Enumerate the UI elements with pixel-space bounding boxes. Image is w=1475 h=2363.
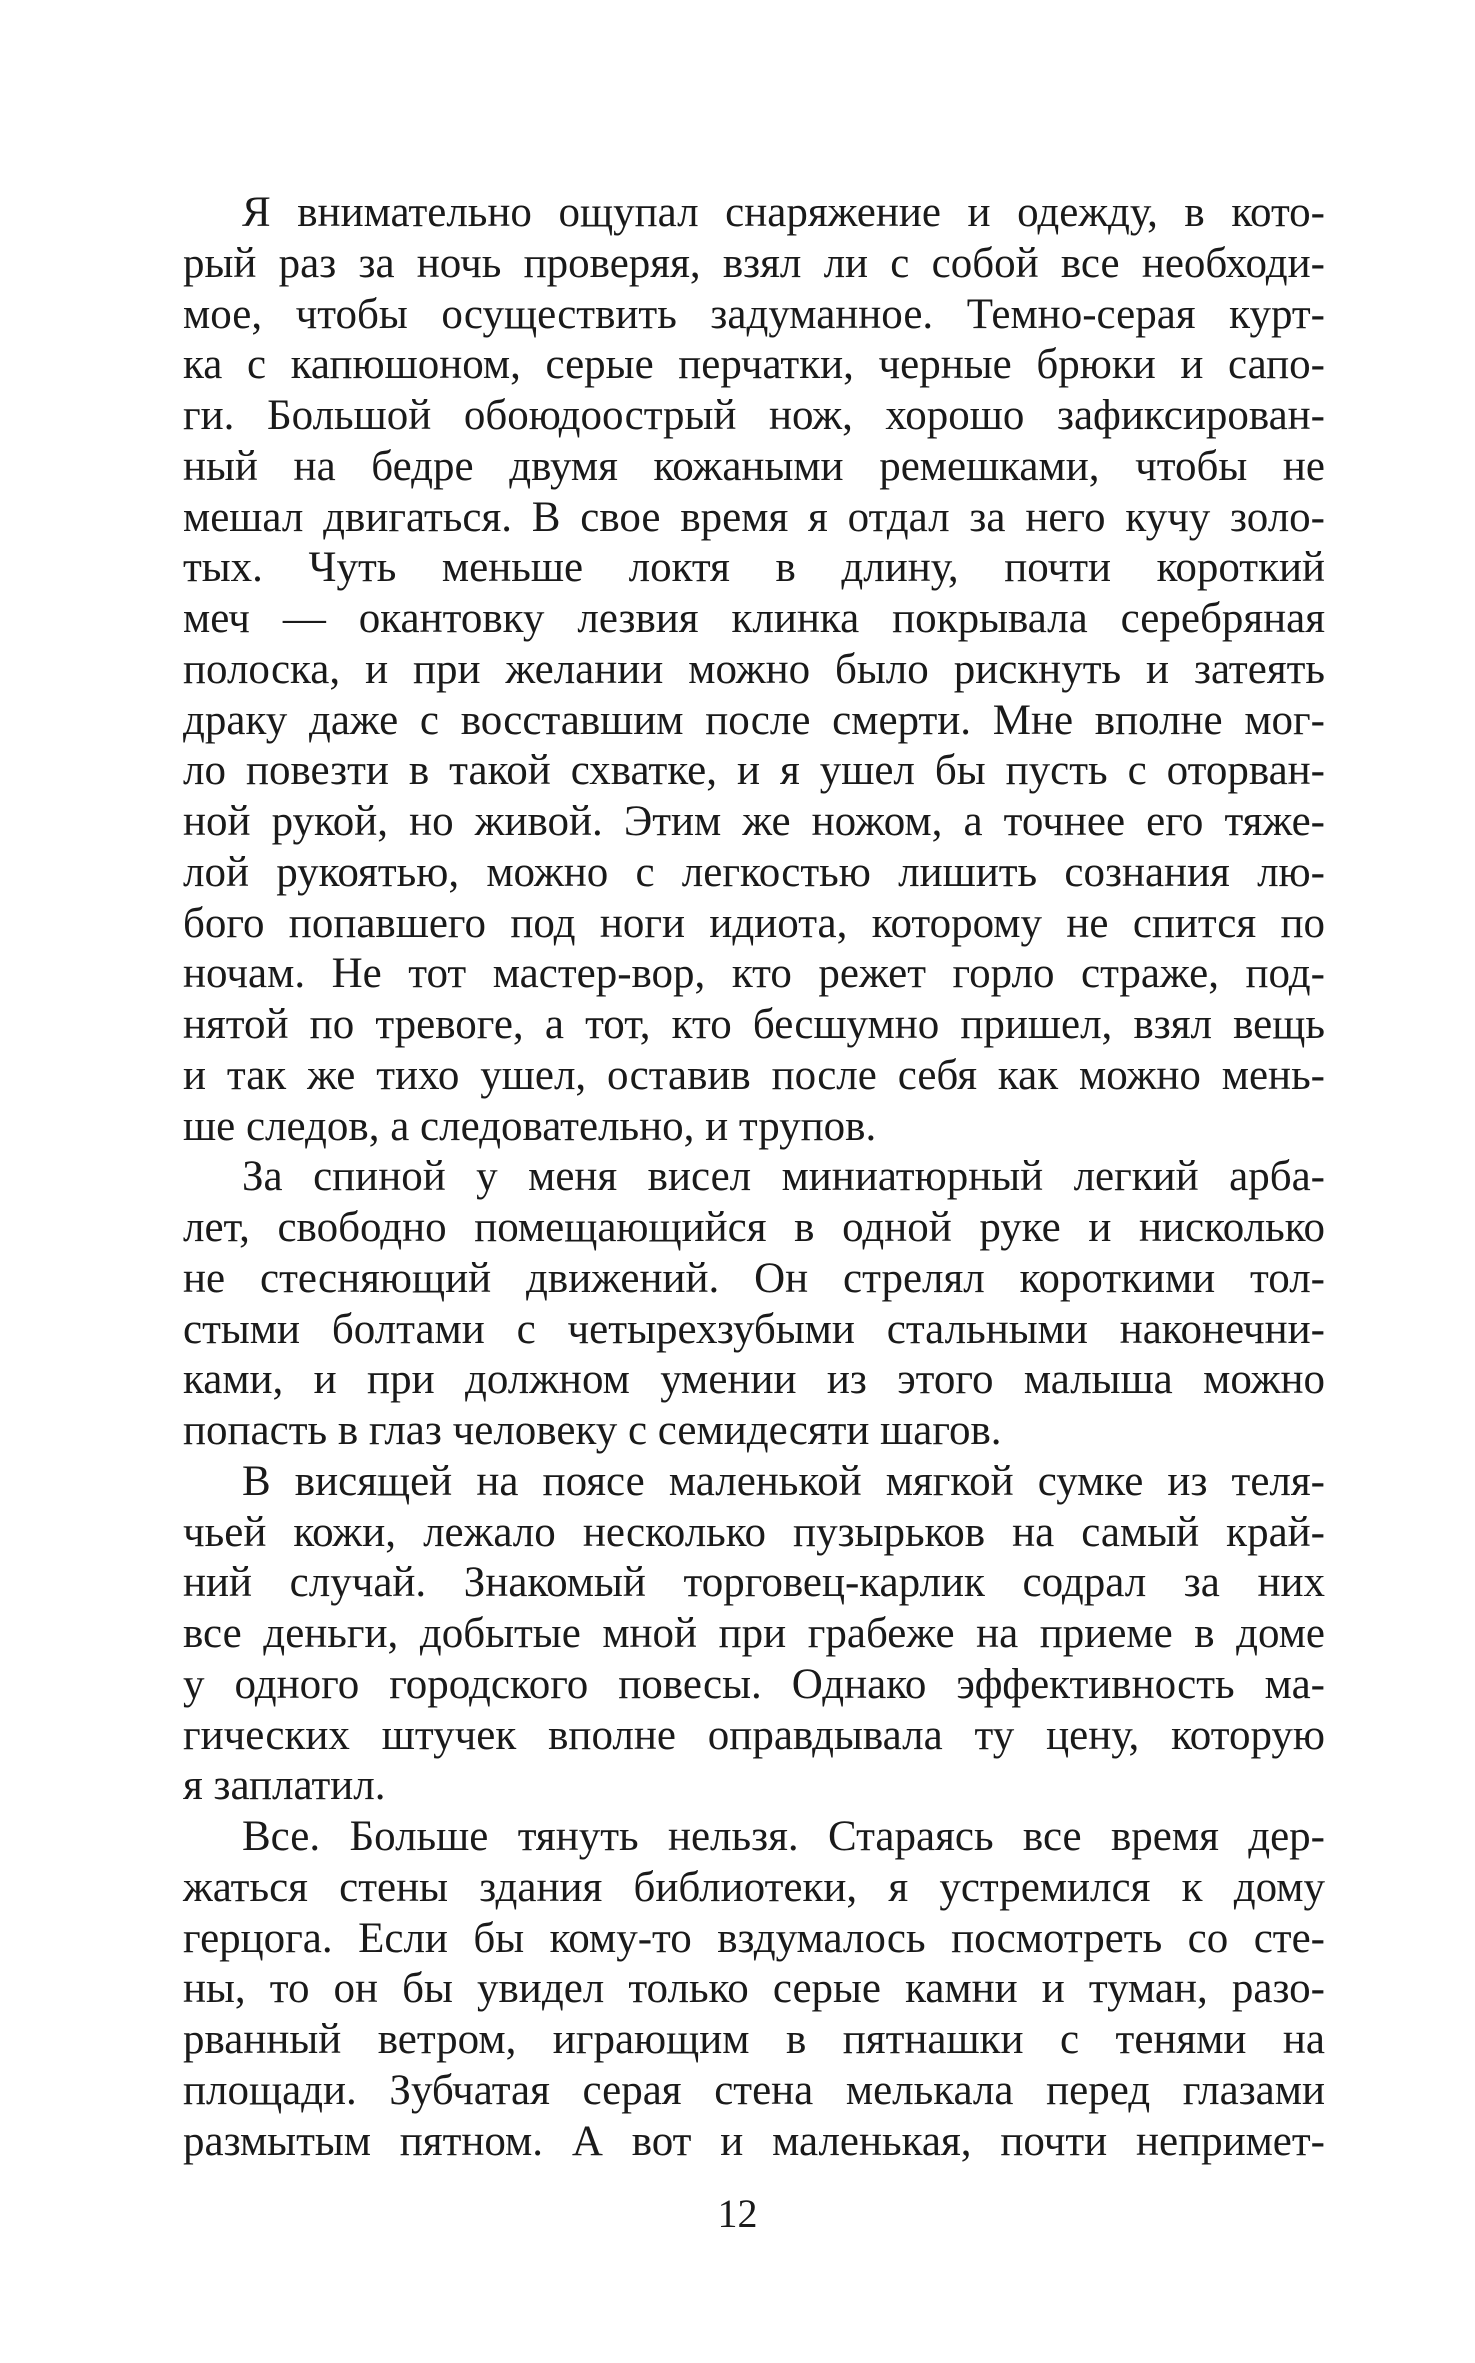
text-line: драку даже с восставшим после смерти. Мне вполне мог- [183, 696, 1325, 744]
page-body [183, 188, 1325, 2167]
text-line: мое, чтобы осуществить задуманное. Темно-серая курт- [183, 290, 1325, 338]
text-line: нятой по тревоге, а тот, кто бесшумно пришел, взял вещь [183, 1001, 1325, 1048]
text-line: все деньги, добытые мной при грабеже на приеме в доме [183, 1610, 1325, 1657]
text-line: меч — окантовку лезвия клинка покрывала серебряная [183, 595, 1325, 642]
text-line: рванный ветром, играющим в пятнашки с тенями на [183, 2016, 1325, 2063]
text-line: стыми болтами с четырехзубыми стальными наконечни- [183, 1305, 1325, 1353]
text-line: мешал двигаться. В свое время я отдал за него кучу золо- [183, 493, 1325, 541]
text-line: бого попавшего под ноги идиота, которому не спится по [183, 899, 1325, 947]
text-line: ны, то он бы увидел только серые камни и туман, разо- [183, 1965, 1325, 2013]
text-line: попасть в глаз человеку с семидесяти шагов. [183, 1407, 1002, 1454]
text-line: ло повезти в такой схватке, и я ушел бы пусть с оторван- [183, 747, 1325, 795]
text-line: гических штучек вполне оправдывала ту цену, которую [183, 1711, 1325, 1759]
text-line: Все. Больше тянуть нельзя. Стараясь все время дер- [242, 1813, 1325, 1860]
text-line: ги. Большой обоюдоострый нож, хорошо зафиксирован- [183, 392, 1325, 439]
text-line: лет, свободно помещающийся в одной руке и нисколько [183, 1204, 1325, 1251]
text-line: ками, и при должном умении из этого малыша можно [183, 1356, 1325, 1404]
text-line: и так же тихо ушел, оставив после себя как можно мень- [183, 1051, 1325, 1099]
text-line: ночам. Не тот мастер-вор, кто режет горло страже, под- [183, 950, 1325, 998]
text-line: ка с капюшоном, серые перчатки, черные брюки и сапо- [183, 341, 1325, 389]
text-line: ный на бедре двумя кожаными ремешками, чтобы не [183, 442, 1325, 490]
text-line: Я внимательно ощупал снаряжение и одежду, в кото- [242, 189, 1325, 236]
text-line: За спиной у меня висел миниатюрный легкий арба- [242, 1153, 1325, 1201]
text-line: жаться стены здания библиотеки, я устремился к дому [183, 1863, 1325, 1911]
text-line: чьей кожи, лежало несколько пузырьков на самый край- [183, 1508, 1325, 1556]
text-line: площади. Зубчатая серая стена мелькала перед глазами [183, 2066, 1325, 2114]
text-line: не стесняющий движений. Он стрелял короткими тол- [183, 1254, 1325, 1302]
page-number: 12 [717, 2191, 758, 2236]
text-line: размытым пятном. А вот и маленькая, почти непримет- [183, 2117, 1325, 2165]
text-line: В висящей на поясе маленькой мягкой сумке из теля- [242, 1457, 1325, 1505]
text-line: ной рукой, но живой. Этим же ножом, а точнее его тяже- [183, 798, 1325, 845]
text-line: я заплатил. [183, 1762, 386, 1810]
text-line: у одного городского повесы. Однако эффективность ма- [183, 1660, 1325, 1708]
text-line: рый раз за ночь проверяя, взял ли с собой все необходи- [183, 239, 1325, 287]
text-line: герцога. Если бы кому-то вздумалось посмотреть со сте- [183, 1914, 1325, 1962]
text-line: лой рукоятью, можно с легкостью лишить сознания лю- [183, 848, 1325, 896]
text-line: ше следов, а следовательно, и трупов. [183, 1102, 877, 1150]
text-line: тых. Чуть меньше локтя в длину, почти короткий [183, 544, 1325, 592]
text-line: полоска, и при желании можно было рискнуть и затеять [183, 645, 1325, 693]
text-line: ний случай. Знакомый торговец-карлик содрал за них [183, 1559, 1325, 1607]
